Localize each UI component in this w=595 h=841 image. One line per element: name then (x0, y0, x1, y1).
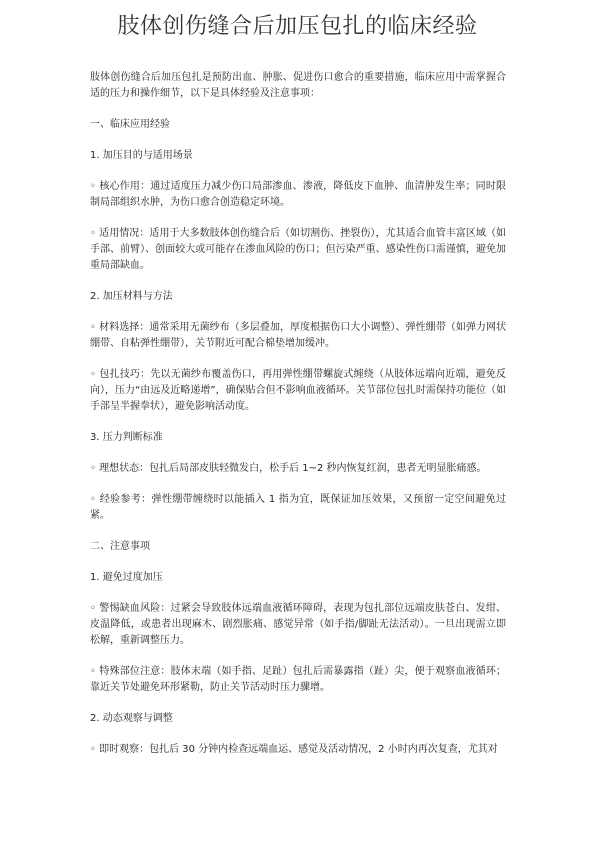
paragraph-ischemia-risk: ◦ 警惕缺血风险：过紧会导致肢体远端血液循环障碍，表现为包扎部位远端皮肤苍白、发绀、皮温降低，或患者出现麻木、剧烈胀痛、感觉异常（如手指/脚趾无法活动）。一旦出现需立即松解，重新调整压力。 (90, 603, 506, 646)
paragraph-bandaging-technique: ◦ 包扎技巧：先以无菌纱布覆盖伤口，再用弹性绷带螺旋式缠绕（从肢体远端向近端，避免反向），压力“由远及近略递增”，确保贴合但不影响血液循环。关节部位包扎时需保持功能位（如手部呈半握拳状），避免影响活动度。 (90, 369, 506, 412)
paragraph-experience-reference: ◦ 经验参考：弹性绷带缠绕时以能插入 1 指为宜，既保证加压效果，又预留一定空间避免过紧。 (90, 494, 506, 521)
subsection-heading-avoid-overpressure: 1. 避免过度加压 (90, 572, 163, 583)
subsection-heading-materials: 2. 加压材料与方法 (90, 291, 173, 302)
document-body (90, 70, 506, 773)
subsection-heading-purpose: 1. 加压目的与适用场景 (90, 150, 193, 161)
document-title: 肢体创伤缝合后加压包扎的临床经验 (117, 14, 478, 39)
section-heading-precautions: 二、注意事项 (90, 541, 150, 552)
subsection-heading-pressure-criteria: 3. 压力判断标准 (90, 432, 163, 443)
paragraph-special-sites: ◦ 特殊部位注意：肢体末端（如手指、足趾）包扎后需暴露指（趾）尖，便于观察血液循环；靠近关节处避免环形紧勒，防止关节活动时压力骤增。 (90, 666, 506, 693)
paragraph-ideal-state: ◦ 理想状态：包扎后局部皮肤轻微发白，松手后 1~2 秒内恢复红润，患者无明显胀痛感。 (90, 463, 487, 474)
paragraph-material-selection: ◦ 材料选择：通常采用无菌纱布（多层叠加，厚度根据伤口大小调整）、弹性绷带（如弹力网状绷带、自粘弹性绷带），关节附近可配合棉垫增加缓冲。 (90, 322, 506, 349)
paragraph-core-effect: ◦ 核心作用：通过适度压力减少伤口局部渗血、渗液，降低皮下血肿、血清肿发生率；同时限制局部组织水肿，为伤口愈合创造稳定环境。 (90, 181, 506, 208)
intro-paragraph: 肢体创伤缝合后加压包扎是预防出血、肿胀、促进伤口愈合的重要措施，临床应用中需掌握合适的压力和操作细节，以下是具体经验及注意事项： (90, 72, 506, 99)
paragraph-immediate-observation: ◦ 即时观察：包扎后 30 分钟内检查远端血运、感觉及活动情况，2 小时内再次复查，尤其对 (90, 744, 498, 755)
subsection-heading-dynamic-observation: 2. 动态观察与调整 (90, 713, 173, 724)
section-heading-clinical-experience: 一、临床应用经验 (90, 119, 170, 130)
paragraph-applicable-cases: ◦ 适用情况：适用于大多数肢体创伤缝合后（如切割伤、挫裂伤），尤其适合血管丰富区域（如手部、前臂）、创面较大或可能存在渗血风险的伤口；但污染严重、感染性伤口需谨慎，避免加重局部缺血。 (90, 228, 506, 271)
